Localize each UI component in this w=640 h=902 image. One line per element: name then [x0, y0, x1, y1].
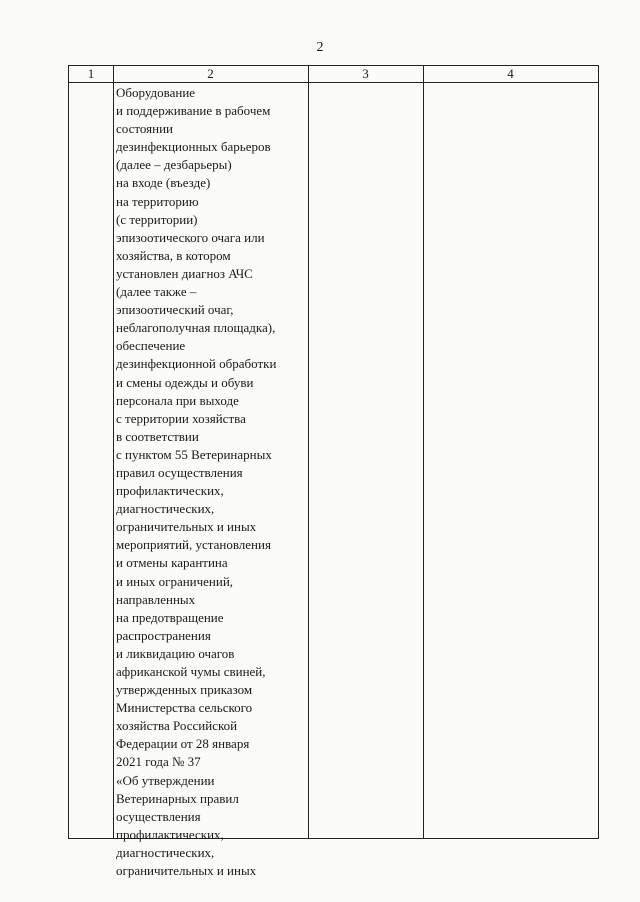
cell-text-line: на входе (въезде) [116, 175, 211, 191]
cell-text-line: неблагополучная площадка), [116, 320, 276, 336]
cell-text-line: диагностических, [116, 501, 215, 517]
cell-text-line: дезинфекционных барьеров [116, 139, 271, 155]
cell-text-line: утвержденных приказом [116, 682, 253, 698]
cell-text-line: «Об утверждении [116, 772, 215, 788]
cell-text-line: с территории хозяйства [116, 410, 246, 426]
cell-text-line: профилактических, [116, 826, 224, 842]
cell-text-line: распространения [116, 627, 211, 643]
column-divider-1 [113, 66, 114, 838]
cell-text-line: (далее также – [116, 284, 197, 300]
cell-text-line: в соответствии [116, 428, 199, 444]
column-header-1: 1 [87, 66, 95, 81]
header-row-divider [69, 82, 598, 83]
cell-text-line: персонала при выходе [116, 392, 239, 408]
cell-text-line: Министерства сельского [116, 700, 253, 716]
column-divider-2 [308, 66, 309, 838]
cell-text-line: и иных ограничений, [116, 573, 234, 589]
cell-text-line: хозяйства Российской [116, 718, 238, 734]
cell-text-line: и ликвидацию очагов [116, 645, 235, 661]
column-header-3: 3 [362, 66, 369, 81]
column-divider-3 [423, 66, 424, 838]
cell-text-line: ограничительных и иных [116, 519, 257, 535]
cell-text-line: эпизоотический очаг, [116, 302, 234, 318]
cell-text-line: хозяйства, в котором [116, 247, 231, 263]
cell-text-line: 2021 года № 37 [116, 754, 201, 770]
cell-text-line: на предотвращение [116, 609, 224, 625]
cell-text-line: и поддерживание в рабочем [116, 103, 271, 119]
cell-text-line: и смены одежды и обуви [116, 374, 254, 390]
cell-text-line: эпизоотического очага или [116, 229, 265, 245]
cell-text-line: ограничительных и иных [116, 863, 257, 879]
table-cell-column-2 [116, 84, 306, 880]
cell-text-line: установлен диагноз АЧС [116, 265, 253, 281]
cell-text-line: Оборудование [116, 85, 196, 100]
cell-text-line: мероприятий, установления [116, 537, 271, 553]
cell-text-line: на территорию [116, 193, 199, 209]
cell-text-line: (с территории) [116, 211, 198, 227]
cell-text-line: обеспечение [116, 338, 186, 354]
cell-text-line: Ветеринарных правил [116, 790, 239, 806]
cell-text-line: дезинфекционной обработки [116, 356, 277, 372]
cell-text-line: осуществления [116, 808, 201, 824]
column-header-4: 4 [507, 66, 514, 81]
page-number: 2 [316, 40, 324, 55]
document-table [68, 65, 599, 879]
column-header-2: 2 [207, 66, 214, 81]
cell-text-line: правил осуществления [116, 464, 243, 480]
cell-text-line: состоянии [116, 121, 173, 137]
cell-text-line: направленных [116, 591, 196, 607]
cell-text-line: с пунктом 55 Ветеринарных [116, 446, 272, 462]
cell-text-line: диагностических, [116, 844, 215, 860]
cell-text-line: (далее – дезбарьеры) [116, 157, 232, 173]
cell-text-line: африканской чумы свиней, [116, 664, 266, 679]
cell-text-line: профилактических, [116, 483, 224, 499]
cell-text-line: и отмены карантина [116, 555, 228, 571]
cell-text-line: Федерации от 28 января [116, 736, 250, 752]
